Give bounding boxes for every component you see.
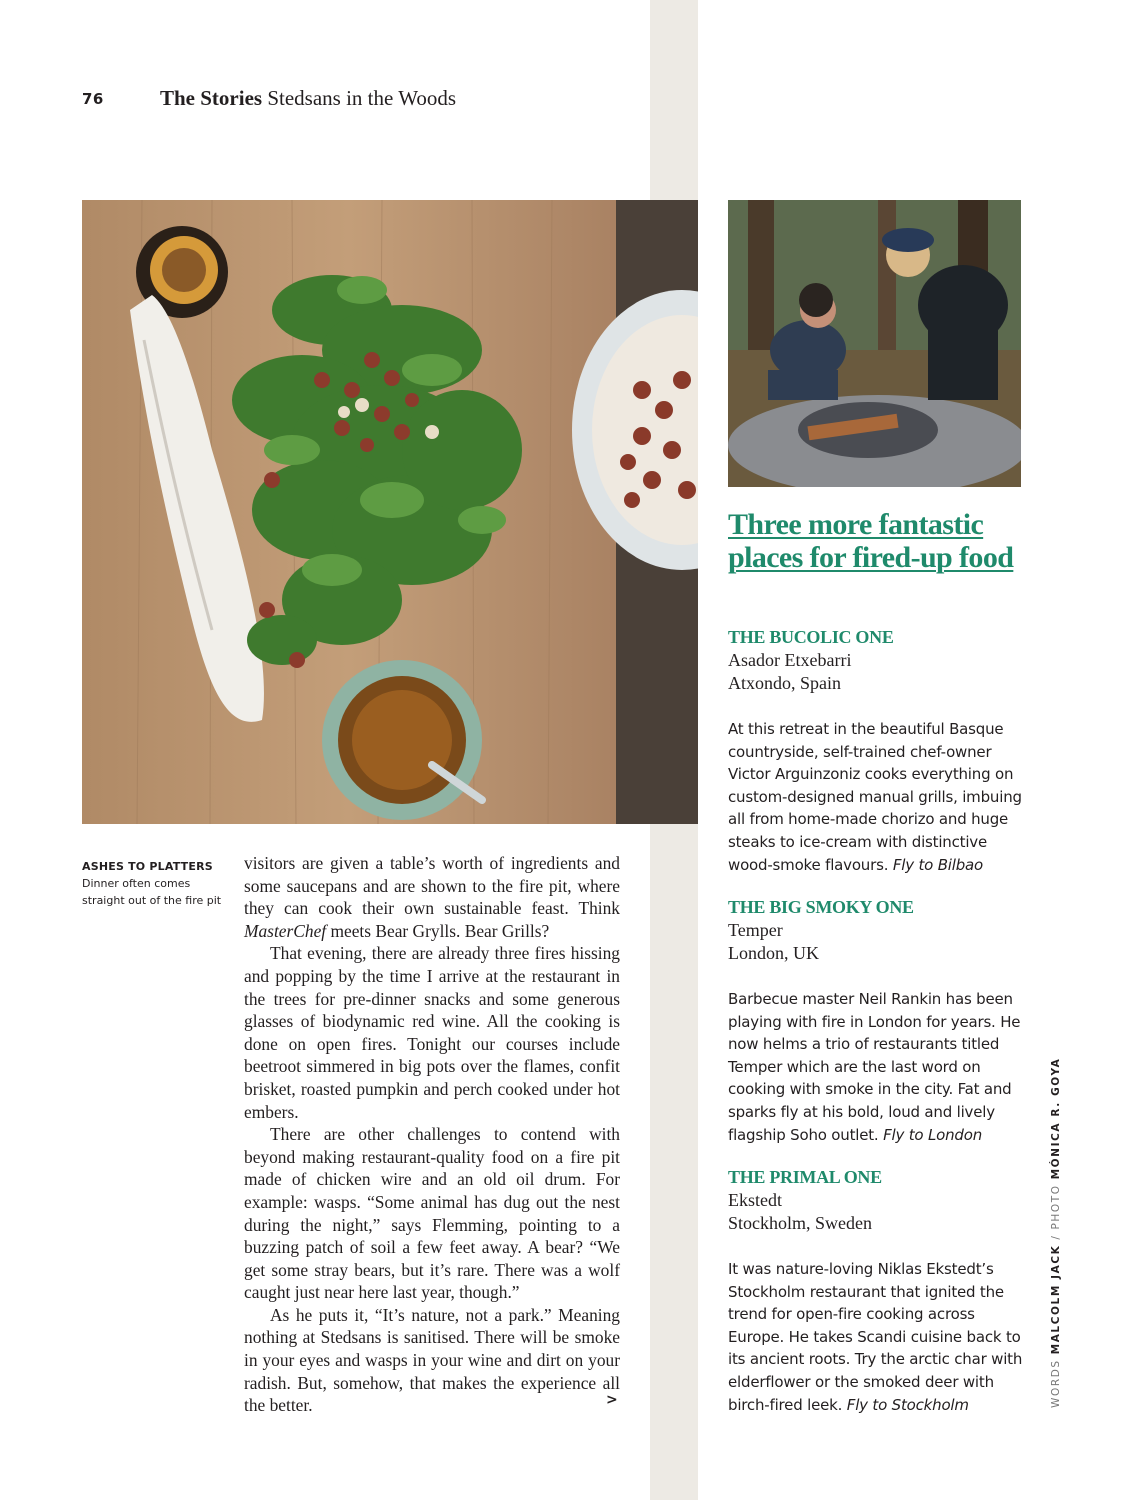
article-body bbox=[244, 852, 620, 1417]
place-description bbox=[728, 1258, 1028, 1416]
credit-words-name: MALCOLM JACK bbox=[1050, 1244, 1062, 1355]
place-description-text: At this retreat in the beautiful Basque countryside, self-trained chef-owner Victor Arguinzoniz cooks everything on custom-designed manual grills, imbuing all from home-made chorizo and huge steaks to ice-cream with distinctive wood-smoke flavours. bbox=[728, 720, 1022, 874]
place-name: Temper bbox=[728, 920, 783, 940]
continue-arrow: > bbox=[606, 1392, 618, 1408]
sidebar-heading: Three more fantastic places for fired-up food bbox=[728, 508, 1014, 574]
caption-text: Dinner often comes straight out of the fire pit bbox=[82, 877, 222, 907]
place-description-text: It was nature-loving Niklas Ekstedt’s Stockholm restaurant that ignited the trend for open-fire cooking across Europe. He takes Scandi cuisine back to its ancient roots. Try the arctic char with elderflower or the smoked deer with birch-fired leek. bbox=[728, 1260, 1023, 1414]
place-description bbox=[728, 718, 1028, 876]
caption-title: ASHES TO PLATTERS bbox=[82, 860, 213, 873]
photo-credit bbox=[1050, 1058, 1062, 1408]
body-text-italic: MasterChef bbox=[244, 920, 327, 941]
body-paragraph: As he puts it, “It’s nature, not a park.” Meaning nothing at Stedsans is sanitised. There will be smoke in your eyes and wasps in your wine and dirt on your radish. But, somehow, that makes the experience all the better. bbox=[244, 1304, 620, 1416]
credit-photo-label: PHOTO bbox=[1050, 1184, 1062, 1230]
place-fly-to: Fly to Stockholm bbox=[846, 1395, 969, 1414]
place-label: THE PRIMAL ONE bbox=[728, 1167, 882, 1187]
body-paragraph bbox=[244, 852, 620, 942]
credit-separator: / bbox=[1050, 1234, 1062, 1240]
body-paragraph: There are other challenges to contend with beyond making restaurant-quality food on a fire pit made of chicken wire and an old oil drum. For example: wasps. “Some animal has dug out the nest during the night,” says Flemming, pointing to a buzzing patch of soil a few feet away. A bear? “We get some stray bears, but it’s rare. There was a wolf caught just near here last year, though.” bbox=[244, 1124, 620, 1303]
place-location: Atxondo, Spain bbox=[728, 673, 842, 693]
section-name: The Stories bbox=[160, 86, 263, 110]
salad-photo bbox=[82, 200, 698, 824]
place-entry bbox=[728, 626, 1028, 876]
place-name: Asador Etxebarri bbox=[728, 650, 852, 670]
page-number: 76 bbox=[82, 90, 104, 108]
place-description bbox=[728, 988, 1028, 1146]
place-entry bbox=[728, 1166, 1028, 1416]
place-location: London, UK bbox=[728, 943, 819, 963]
body-text-segment: meets Bear Grylls. Bear Grills? bbox=[326, 920, 550, 941]
place-fly-to: Fly to London bbox=[883, 1125, 983, 1144]
credit-photo-name: MÓNICA R. GOYA bbox=[1050, 1057, 1062, 1180]
place-location: Stockholm, Sweden bbox=[728, 1213, 872, 1233]
article-title: Stedsans in the Woods bbox=[267, 86, 456, 110]
photo-caption bbox=[82, 858, 232, 909]
place-entry bbox=[728, 896, 1028, 1146]
credit-words-label: WORDS bbox=[1050, 1359, 1062, 1408]
running-header bbox=[160, 86, 456, 111]
place-name: Ekstedt bbox=[728, 1190, 782, 1210]
place-description-text: Barbecue master Neil Rankin has been playing with fire in London for years. He now helms a trio of restaurants titled Temper which are the last word on cooking with smoke in the city. Fat and sparks fly at his bold, loud and lively flagship Soho outlet. bbox=[728, 990, 1021, 1144]
place-label: THE BIG SMOKY ONE bbox=[728, 897, 914, 917]
body-text-segment: visitors are given a table’s worth of ingredients and some saucepans and are shown to the fire pit, where they can cook their own sustainable feast. Think bbox=[244, 853, 620, 919]
fire-pit-photo bbox=[728, 200, 1021, 487]
place-label: THE BUCOLIC ONE bbox=[728, 627, 894, 647]
body-paragraph: That evening, there are already three fires hissing and popping by the time I arrive at the restaurant in the trees for pre-dinner snacks and some generous glasses of biodynamic red wine. All the cooking is done on open fires. Tonight our courses include beetroot simmered in big pots over the flames, confit brisket, roasted pumpkin and perch cooked under hot embers. bbox=[244, 943, 620, 1122]
place-fly-to: Fly to Bilbao bbox=[892, 855, 984, 874]
